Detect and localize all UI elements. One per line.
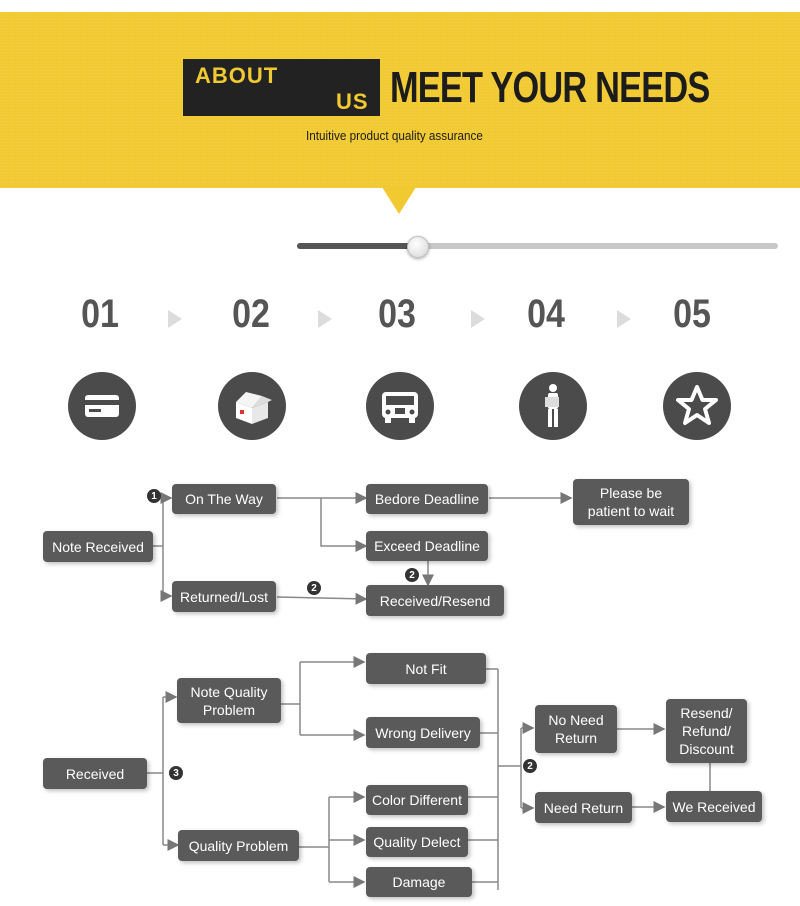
step-number-04: 04 xyxy=(527,292,565,336)
quality-delect-box: Quality Delect xyxy=(366,827,468,857)
not-fit-box: Not Fit xyxy=(366,653,486,684)
returned-lost-box: Returned/Lost xyxy=(172,581,276,612)
note-quality-problem-box: Note Quality Problem xyxy=(177,678,281,723)
quality-problem-box: Quality Problem xyxy=(178,830,299,861)
color-different-box: Color Different xyxy=(366,785,468,815)
wrong-delivery-box: Wrong Delivery xyxy=(366,717,480,748)
step-badge-2: 2 xyxy=(405,568,419,582)
please-wait-box: Please be patient to wait xyxy=(573,479,689,525)
step-number-03: 03 xyxy=(378,292,416,336)
before-deadline-box: Bedore Deadline xyxy=(366,484,488,514)
step-number-01: 01 xyxy=(81,292,119,336)
headline: MEET YOUR NEEDS xyxy=(390,63,710,112)
about-text: ABOUT xyxy=(195,63,279,88)
step-badge-3: 3 xyxy=(169,766,183,780)
us-text: US xyxy=(336,89,369,114)
exceed-deadline-box: Exceed Deadline xyxy=(366,531,488,561)
step-badge-1: 1 xyxy=(147,489,161,503)
step-badge-2: 2 xyxy=(523,759,537,773)
step-number-02: 02 xyxy=(232,292,270,336)
on-the-way-box: On The Way xyxy=(172,484,276,514)
received-box: Received xyxy=(43,758,147,789)
damage-box: Damage xyxy=(366,867,472,897)
need-return-box: Need Return xyxy=(535,792,632,823)
no-need-return-box: No Need Return xyxy=(535,705,617,753)
step-badge-2: 2 xyxy=(307,581,321,595)
step-number-05: 05 xyxy=(673,292,711,336)
we-received-box: We Received xyxy=(666,791,762,822)
resend-refund-discount-box: Resend/ Refund/ Discount xyxy=(666,699,747,763)
note-received-box: Note Received xyxy=(43,531,153,562)
received-resend-box: Received/Resend xyxy=(366,585,504,616)
subtitle: Intuitive product quality assurance xyxy=(306,128,483,143)
